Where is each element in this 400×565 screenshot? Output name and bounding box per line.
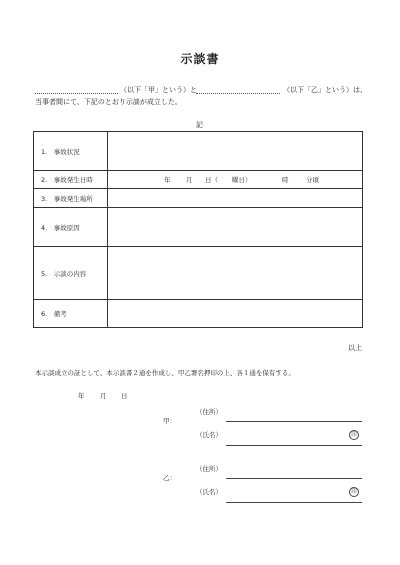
- row-value-settlement[interactable]: [108, 247, 363, 300]
- row-label-situation: 1. 事故状況: [34, 132, 108, 171]
- party-b-address-label: （住所）: [196, 465, 222, 473]
- table-row: [34, 208, 363, 247]
- party-a-address-label: （住所）: [196, 408, 222, 416]
- party-a-address-line[interactable]: [226, 421, 362, 422]
- document-title: 示談書: [180, 52, 220, 66]
- row-label-remarks: 6. 備考: [34, 300, 108, 328]
- row-value-datetime[interactable]: [108, 171, 363, 189]
- table-row: [34, 247, 363, 300]
- date-line-day: 日: [121, 392, 128, 400]
- party-b-address-line[interactable]: [226, 478, 362, 479]
- date-year: 年: [164, 175, 171, 184]
- party-b-suffix: （以下「乙」という）は、: [283, 86, 367, 94]
- date-minute: 分頃: [306, 175, 319, 184]
- date-line-year: 年: [78, 392, 85, 400]
- row-value-situation[interactable]: [108, 132, 363, 171]
- date-day: 日（: [205, 175, 218, 184]
- party-a-suffix: （以下「甲」という）と: [120, 86, 197, 94]
- party-b-label: 乙：: [163, 474, 176, 482]
- table-row: [34, 132, 363, 171]
- row-value-remarks[interactable]: [108, 300, 363, 328]
- intro-line-2: 当事者間にて、下記のとおり示談が成立した。: [35, 98, 182, 106]
- date-line-month: 月: [100, 392, 107, 400]
- incident-table: [33, 131, 363, 328]
- row-value-cause[interactable]: [108, 208, 363, 247]
- row-label-datetime: 2. 事故発生日時: [34, 171, 108, 189]
- ki-label: 記: [196, 121, 203, 129]
- table-row: [34, 300, 363, 328]
- ijou-label: 以上: [348, 344, 362, 352]
- date-hour: 時: [282, 175, 289, 184]
- date-weekday: 曜日）: [232, 175, 252, 184]
- party-b-name-line[interactable]: [226, 502, 362, 503]
- party-a-seal-icon: 印: [349, 430, 359, 440]
- party-a-blank[interactable]: [35, 93, 118, 94]
- row-label-cause: 4. 事故原因: [34, 208, 108, 247]
- party-a-label: 甲：: [163, 417, 176, 425]
- party-a-name-line[interactable]: [226, 445, 362, 446]
- row-value-location[interactable]: [108, 189, 363, 208]
- party-b-seal-icon: 印: [349, 487, 359, 497]
- table-row: [34, 171, 363, 189]
- party-b-blank[interactable]: [196, 93, 280, 94]
- date-month: 月: [186, 175, 193, 184]
- row-label-settlement: 5. 示談の内容: [34, 247, 108, 300]
- party-b-name-label: （氏名）: [196, 488, 222, 496]
- closing-statement: 本示談成立の証として、本示談書２通を作成し、甲乙署名押印の上、各１通を保有する。: [35, 369, 295, 377]
- row-label-location: 3. 事故発生場所: [34, 189, 108, 208]
- party-a-name-label: （氏名）: [196, 431, 222, 439]
- table-row: [34, 189, 363, 208]
